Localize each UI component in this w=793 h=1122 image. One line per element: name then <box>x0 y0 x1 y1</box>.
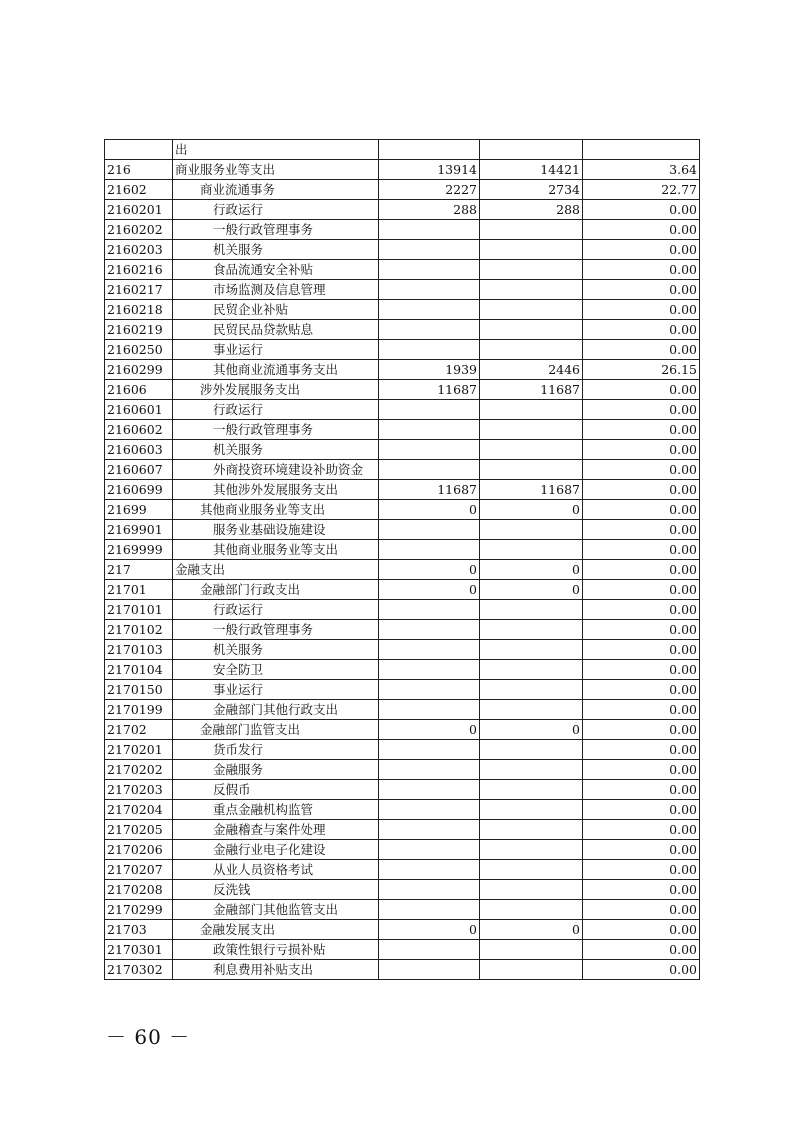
value-cell-1 <box>379 280 480 300</box>
table-row <box>105 620 700 640</box>
value-cell-1: 0 <box>379 560 480 580</box>
subject-name-cell: 事业运行 <box>173 680 379 700</box>
value-cell-3: 0.00 <box>583 880 700 900</box>
subject-code-cell: 2170199 <box>105 700 173 720</box>
value-cell-3: 0.00 <box>583 340 700 360</box>
subject-name-cell: 从业人员资格考试 <box>173 860 379 880</box>
value-cell-1: 0 <box>379 580 480 600</box>
value-cell-2 <box>480 640 583 660</box>
value-cell-1: 1939 <box>379 360 480 380</box>
value-cell-3: 3.64 <box>583 160 700 180</box>
subject-name-cell: 其他商业流通事务支出 <box>173 360 379 380</box>
table-row <box>105 360 700 380</box>
subject-code-cell: 2170208 <box>105 880 173 900</box>
subject-name-cell: 涉外发展服务支出 <box>173 380 379 400</box>
subject-name-cell: 行政运行 <box>173 600 379 620</box>
subject-name-cell: 金融部门其他监管支出 <box>173 900 379 920</box>
table-row <box>105 220 700 240</box>
value-cell-1 <box>379 520 480 540</box>
value-cell-3: 0.00 <box>583 840 700 860</box>
value-cell-1 <box>379 960 480 980</box>
value-cell-2 <box>480 320 583 340</box>
value-cell-1 <box>379 600 480 620</box>
subject-code-cell: 2170201 <box>105 740 173 760</box>
table-row <box>105 480 700 500</box>
value-cell-3: 0.00 <box>583 700 700 720</box>
value-cell-3: 0.00 <box>583 420 700 440</box>
value-cell-3: 0.00 <box>583 560 700 580</box>
value-cell-1: 11687 <box>379 380 480 400</box>
value-cell-2 <box>480 700 583 720</box>
value-cell-2 <box>480 540 583 560</box>
table-row <box>105 440 700 460</box>
value-cell-3: 0.00 <box>583 660 700 680</box>
subject-code-cell: 2170103 <box>105 640 173 660</box>
subject-code-cell: 21699 <box>105 500 173 520</box>
table-row <box>105 780 700 800</box>
value-cell-2: 14421 <box>480 160 583 180</box>
table-row <box>105 180 700 200</box>
value-cell-3: 0.00 <box>583 820 700 840</box>
subject-name-cell: 服务业基础设施建设 <box>173 520 379 540</box>
subject-name-cell: 金融支出 <box>173 560 379 580</box>
subject-code-cell: 2160602 <box>105 420 173 440</box>
subject-code-cell: 21702 <box>105 720 173 740</box>
table-row <box>105 240 700 260</box>
value-cell-1 <box>379 420 480 440</box>
subject-code-cell: 2169901 <box>105 520 173 540</box>
table-row <box>105 420 700 440</box>
table-row <box>105 700 700 720</box>
table-row <box>105 660 700 680</box>
subject-code-cell: 21606 <box>105 380 173 400</box>
table-row <box>105 320 700 340</box>
value-cell-2 <box>480 620 583 640</box>
table-row <box>105 140 700 160</box>
table-row <box>105 800 700 820</box>
value-cell-2: 0 <box>480 920 583 940</box>
subject-name-cell: 市场监测及信息管理 <box>173 280 379 300</box>
value-cell-3: 0.00 <box>583 440 700 460</box>
subject-name-cell: 金融部门行政支出 <box>173 580 379 600</box>
value-cell-1 <box>379 220 480 240</box>
value-cell-1 <box>379 340 480 360</box>
subject-code-cell: 2170302 <box>105 960 173 980</box>
value-cell-2 <box>480 940 583 960</box>
subject-code-cell: 216 <box>105 160 173 180</box>
value-cell-1 <box>379 620 480 640</box>
value-cell-3: 0.00 <box>583 780 700 800</box>
subject-name-cell: 反洗钱 <box>173 880 379 900</box>
subject-name-cell: 行政运行 <box>173 400 379 420</box>
value-cell-2 <box>480 740 583 760</box>
subject-code-cell: 2169999 <box>105 540 173 560</box>
subject-code-cell: 2170301 <box>105 940 173 960</box>
table-row <box>105 760 700 780</box>
subject-code-cell: 2170206 <box>105 840 173 860</box>
value-cell-1 <box>379 820 480 840</box>
table-row <box>105 960 700 980</box>
subject-name-cell: 金融发展支出 <box>173 920 379 940</box>
value-cell-2 <box>480 780 583 800</box>
value-cell-1 <box>379 660 480 680</box>
value-cell-1 <box>379 400 480 420</box>
value-cell-3: 0.00 <box>583 620 700 640</box>
value-cell-2 <box>480 280 583 300</box>
subject-name-cell: 一般行政管理事务 <box>173 620 379 640</box>
table-row <box>105 920 700 940</box>
value-cell-1 <box>379 880 480 900</box>
table-row <box>105 460 700 480</box>
subject-name-cell: 利息费用补贴支出 <box>173 960 379 980</box>
value-cell-1 <box>379 680 480 700</box>
value-cell-3: 0.00 <box>583 480 700 500</box>
value-cell-1 <box>379 260 480 280</box>
value-cell-2: 0 <box>480 500 583 520</box>
subject-code-cell: 2160250 <box>105 340 173 360</box>
value-cell-3: 0.00 <box>583 540 700 560</box>
value-cell-3: 26.15 <box>583 360 700 380</box>
value-cell-2 <box>480 900 583 920</box>
subject-code-cell: 2170101 <box>105 600 173 620</box>
value-cell-1: 0 <box>379 720 480 740</box>
value-cell-1: 0 <box>379 920 480 940</box>
value-cell-3: 0.00 <box>583 900 700 920</box>
value-cell-1: 2227 <box>379 180 480 200</box>
value-cell-1 <box>379 440 480 460</box>
subject-name-cell: 其他商业服务业等支出 <box>173 540 379 560</box>
subject-name-cell: 一般行政管理事务 <box>173 420 379 440</box>
value-cell-1 <box>379 300 480 320</box>
value-cell-1 <box>379 540 480 560</box>
value-cell-3: 0.00 <box>583 920 700 940</box>
value-cell-2 <box>480 260 583 280</box>
subject-code-cell <box>105 140 173 160</box>
value-cell-2 <box>480 960 583 980</box>
table-row <box>105 640 700 660</box>
value-cell-2 <box>480 400 583 420</box>
value-cell-3: 0.00 <box>583 720 700 740</box>
subject-name-cell: 出 <box>173 140 379 160</box>
subject-code-cell: 217 <box>105 560 173 580</box>
table-row <box>105 540 700 560</box>
subject-name-cell: 机关服务 <box>173 440 379 460</box>
subject-code-cell: 2160203 <box>105 240 173 260</box>
value-cell-3: 0.00 <box>583 760 700 780</box>
value-cell-3: 0.00 <box>583 860 700 880</box>
value-cell-3 <box>583 140 700 160</box>
subject-code-cell: 2160217 <box>105 280 173 300</box>
table-row <box>105 260 700 280</box>
value-cell-2 <box>480 340 583 360</box>
value-cell-1 <box>379 240 480 260</box>
budget-table-body <box>105 140 700 980</box>
subject-code-cell: 2170207 <box>105 860 173 880</box>
subject-name-cell: 民贸企业补贴 <box>173 300 379 320</box>
subject-name-cell: 政策性银行亏损补贴 <box>173 940 379 960</box>
value-cell-2 <box>480 440 583 460</box>
value-cell-3: 0.00 <box>583 320 700 340</box>
subject-name-cell: 外商投资环境建设补助资金 <box>173 460 379 480</box>
value-cell-3: 0.00 <box>583 200 700 220</box>
subject-code-cell: 2170299 <box>105 900 173 920</box>
subject-name-cell: 机关服务 <box>173 240 379 260</box>
subject-name-cell: 重点金融机构监管 <box>173 800 379 820</box>
value-cell-3: 0.00 <box>583 220 700 240</box>
value-cell-3: 0.00 <box>583 520 700 540</box>
subject-code-cell: 21703 <box>105 920 173 940</box>
subject-name-cell: 食品流通安全补贴 <box>173 260 379 280</box>
subject-code-cell: 2160607 <box>105 460 173 480</box>
subject-code-cell: 2170202 <box>105 760 173 780</box>
subject-code-cell: 2170150 <box>105 680 173 700</box>
subject-code-cell: 2170204 <box>105 800 173 820</box>
table-row <box>105 900 700 920</box>
value-cell-2: 288 <box>480 200 583 220</box>
value-cell-1 <box>379 780 480 800</box>
subject-name-cell: 金融行业电子化建设 <box>173 840 379 860</box>
table-row <box>105 880 700 900</box>
value-cell-2: 2446 <box>480 360 583 380</box>
subject-name-cell: 金融服务 <box>173 760 379 780</box>
subject-name-cell: 金融部门其他行政支出 <box>173 700 379 720</box>
value-cell-2 <box>480 800 583 820</box>
page-number: － 60 － <box>106 1025 191 1049</box>
value-cell-1 <box>379 320 480 340</box>
table-row <box>105 300 700 320</box>
table-row <box>105 340 700 360</box>
value-cell-1 <box>379 760 480 780</box>
subject-name-cell: 机关服务 <box>173 640 379 660</box>
value-cell-3: 0.00 <box>583 300 700 320</box>
value-cell-3: 0.00 <box>583 580 700 600</box>
table-row <box>105 840 700 860</box>
subject-code-cell: 2160202 <box>105 220 173 240</box>
value-cell-3: 0.00 <box>583 740 700 760</box>
value-cell-3: 0.00 <box>583 260 700 280</box>
value-cell-2 <box>480 140 583 160</box>
value-cell-3: 22.77 <box>583 180 700 200</box>
value-cell-3: 0.00 <box>583 240 700 260</box>
table-row <box>105 280 700 300</box>
value-cell-2 <box>480 760 583 780</box>
value-cell-2 <box>480 840 583 860</box>
subject-name-cell: 事业运行 <box>173 340 379 360</box>
value-cell-3: 0.00 <box>583 640 700 660</box>
value-cell-2: 0 <box>480 560 583 580</box>
subject-code-cell: 21602 <box>105 180 173 200</box>
value-cell-3: 0.00 <box>583 380 700 400</box>
subject-code-cell: 2170205 <box>105 820 173 840</box>
value-cell-2 <box>480 220 583 240</box>
value-cell-2 <box>480 240 583 260</box>
value-cell-3: 0.00 <box>583 400 700 420</box>
subject-code-cell: 2160603 <box>105 440 173 460</box>
value-cell-2: 0 <box>480 580 583 600</box>
value-cell-1 <box>379 860 480 880</box>
value-cell-2: 11687 <box>480 480 583 500</box>
subject-name-cell: 金融稽查与案件处理 <box>173 820 379 840</box>
subject-name-cell: 一般行政管理事务 <box>173 220 379 240</box>
value-cell-2 <box>480 460 583 480</box>
subject-name-cell: 其他商业服务业等支出 <box>173 500 379 520</box>
table-row <box>105 200 700 220</box>
subject-code-cell: 2160299 <box>105 360 173 380</box>
value-cell-2 <box>480 680 583 700</box>
table-row <box>105 160 700 180</box>
value-cell-2 <box>480 300 583 320</box>
table-row <box>105 860 700 880</box>
value-cell-3: 0.00 <box>583 600 700 620</box>
value-cell-1 <box>379 740 480 760</box>
subject-name-cell: 其他涉外发展服务支出 <box>173 480 379 500</box>
subject-code-cell: 2160216 <box>105 260 173 280</box>
subject-name-cell: 安全防卫 <box>173 660 379 680</box>
value-cell-1 <box>379 940 480 960</box>
value-cell-2 <box>480 660 583 680</box>
value-cell-1 <box>379 140 480 160</box>
subject-code-cell: 2160218 <box>105 300 173 320</box>
value-cell-2 <box>480 520 583 540</box>
table-row <box>105 580 700 600</box>
table-row <box>105 820 700 840</box>
value-cell-3: 0.00 <box>583 800 700 820</box>
value-cell-3: 0.00 <box>583 960 700 980</box>
subject-name-cell: 货币发行 <box>173 740 379 760</box>
value-cell-1 <box>379 800 480 820</box>
value-cell-1: 288 <box>379 200 480 220</box>
table-row <box>105 520 700 540</box>
value-cell-1: 0 <box>379 500 480 520</box>
subject-code-cell: 2170203 <box>105 780 173 800</box>
value-cell-1: 13914 <box>379 160 480 180</box>
subject-code-cell: 2170102 <box>105 620 173 640</box>
subject-name-cell: 民贸民品贷款贴息 <box>173 320 379 340</box>
value-cell-3: 0.00 <box>583 940 700 960</box>
value-cell-1 <box>379 700 480 720</box>
value-cell-1 <box>379 640 480 660</box>
subject-name-cell: 金融部门监管支出 <box>173 720 379 740</box>
value-cell-3: 0.00 <box>583 280 700 300</box>
table-row <box>105 600 700 620</box>
value-cell-2: 11687 <box>480 380 583 400</box>
value-cell-3: 0.00 <box>583 500 700 520</box>
subject-code-cell: 2160219 <box>105 320 173 340</box>
value-cell-1 <box>379 840 480 860</box>
table-row <box>105 500 700 520</box>
table-row <box>105 940 700 960</box>
subject-code-cell: 2160201 <box>105 200 173 220</box>
value-cell-2: 0 <box>480 720 583 740</box>
value-cell-2 <box>480 420 583 440</box>
subject-name-cell: 商业流通事务 <box>173 180 379 200</box>
value-cell-2: 2734 <box>480 180 583 200</box>
subject-code-cell: 2160699 <box>105 480 173 500</box>
value-cell-1: 11687 <box>379 480 480 500</box>
subject-name-cell: 反假币 <box>173 780 379 800</box>
table-row <box>105 720 700 740</box>
subject-name-cell: 商业服务业等支出 <box>173 160 379 180</box>
budget-table <box>104 139 700 980</box>
table-row <box>105 380 700 400</box>
subject-name-cell: 行政运行 <box>173 200 379 220</box>
table-row <box>105 740 700 760</box>
value-cell-1 <box>379 460 480 480</box>
table-row <box>105 400 700 420</box>
value-cell-1 <box>379 900 480 920</box>
value-cell-2 <box>480 820 583 840</box>
value-cell-2 <box>480 860 583 880</box>
subject-code-cell: 2170104 <box>105 660 173 680</box>
value-cell-2 <box>480 880 583 900</box>
table-row <box>105 680 700 700</box>
value-cell-2 <box>480 600 583 620</box>
value-cell-3: 0.00 <box>583 460 700 480</box>
subject-code-cell: 21701 <box>105 580 173 600</box>
table-row <box>105 560 700 580</box>
value-cell-3: 0.00 <box>583 680 700 700</box>
subject-code-cell: 2160601 <box>105 400 173 420</box>
